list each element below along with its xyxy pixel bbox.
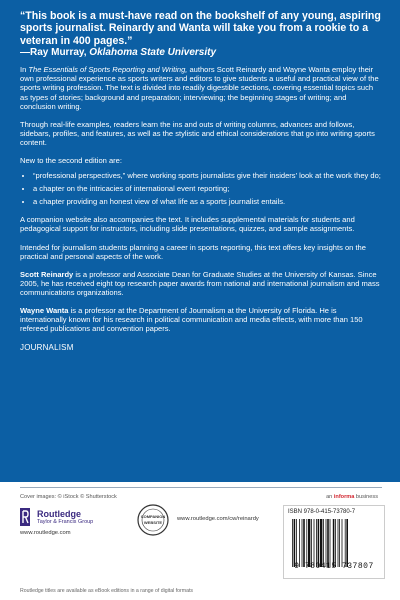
footer-divider bbox=[20, 487, 382, 488]
intro-paragraph bbox=[20, 65, 382, 110]
publisher-url[interactable]: www.routledge.com bbox=[20, 530, 71, 536]
isbn-barcode bbox=[283, 505, 385, 579]
endorsement-quote: “This book is a must-have read on the bookshelf of any young, aspiring sports journalist. Reinardy and Wanta will take you from a rookie to a veteran in 400 pages.” bbox=[20, 10, 381, 47]
attribution-name: —Ray Murray, bbox=[20, 47, 90, 59]
author-name: Scott Reinardy bbox=[20, 269, 74, 279]
endorsement-attribution bbox=[20, 47, 382, 59]
intro-prefix: In bbox=[20, 65, 29, 75]
intended-paragraph: Intended for journalism students planning a career in sports reporting, this text offers key insights on the practical and personal aspects of the work. bbox=[20, 242, 366, 261]
companion-website-badge-icon bbox=[137, 504, 169, 536]
badge-text-bottom: WEBSITE bbox=[143, 520, 163, 525]
new-edition-list bbox=[20, 171, 382, 206]
companion-paragraph: A companion website also accompanies the text. It includes supplemental materials for students and pedagogical support for instructors, including slide presentations, quizzes, and sample assignments. bbox=[20, 215, 355, 234]
informa-suffix: business bbox=[354, 494, 378, 500]
informa-brand: informa bbox=[333, 494, 355, 500]
companion-site-url[interactable]: www.routledge.com/cw/reinardy bbox=[177, 516, 259, 522]
ebook-note: Routledge titles are available as eBook editions in a range of digital formats bbox=[20, 588, 194, 594]
barcode-icon bbox=[292, 519, 376, 567]
subject-category: JOURNALISM bbox=[20, 343, 74, 353]
author-bio: is a professor at the Department of Journalism at the University of Florida. He is internationally known for his research in political communication and media effects, with more than 150 refereed publications and convention papers. bbox=[20, 306, 363, 334]
routledge-logo-icon bbox=[20, 508, 30, 526]
informa-tagline bbox=[326, 494, 378, 500]
publisher-name: Routledge bbox=[37, 509, 81, 519]
informa-prefix: an bbox=[326, 494, 334, 500]
cover-text bbox=[20, 10, 382, 352]
attribution-org: Oklahoma State University bbox=[89, 47, 217, 59]
publisher-subtitle: Taylor & Francis Group bbox=[37, 519, 94, 525]
badge-text-top: COMPANION bbox=[140, 514, 166, 519]
new-edition-label: New to the second edition are: bbox=[20, 155, 122, 165]
author-bio: is a professor and Associate Dean for Graduate Studies at the University of Kansas. Since 2005, he has received eight top research paper awards from national and international journalism and mass communications organizations. bbox=[20, 269, 380, 297]
author-bio-wanta bbox=[20, 306, 382, 333]
author-name: Wayne Wanta bbox=[20, 306, 69, 315]
barcode-digits: 9 780415 737807 bbox=[294, 562, 374, 571]
author-bio-reinardy bbox=[20, 270, 382, 297]
list-item: • a chapter providing an honest view of what life as a sports journalist entails. bbox=[33, 197, 382, 206]
intro-rest: authors Scott Reinardy and Wayne Wanta employ their own professional experience as sports writers and editors to give students a useful and practical view of the sports writing profession. The text is divided into readily digestible sections, covering essential topics such as types of stories; background and preparation; interviewing; the beginning stages of writing; and conclusion writing. bbox=[20, 65, 379, 111]
isbn-number: ISBN 978-0-415-73780-7 bbox=[288, 509, 356, 515]
list-item: • a chapter on the intricacies of international event reporting; bbox=[33, 184, 382, 193]
list-item: • “professional perspectives,” where working sports journalists give their insiders’ look at the work they do; bbox=[33, 171, 382, 180]
book-title: The Essentials of Sports Reporting and Writing, bbox=[28, 65, 188, 75]
examples-paragraph: Through real-life examples, readers learn the ins and outs of writing columns, advances and follows, sidebars, profiles, and features, as well as the stylistic and ethical considerations that go into writing sports content. bbox=[20, 119, 375, 147]
publisher-footer bbox=[0, 482, 400, 600]
cover-credits: Cover images: © iStock © Shutterstock bbox=[20, 494, 117, 500]
